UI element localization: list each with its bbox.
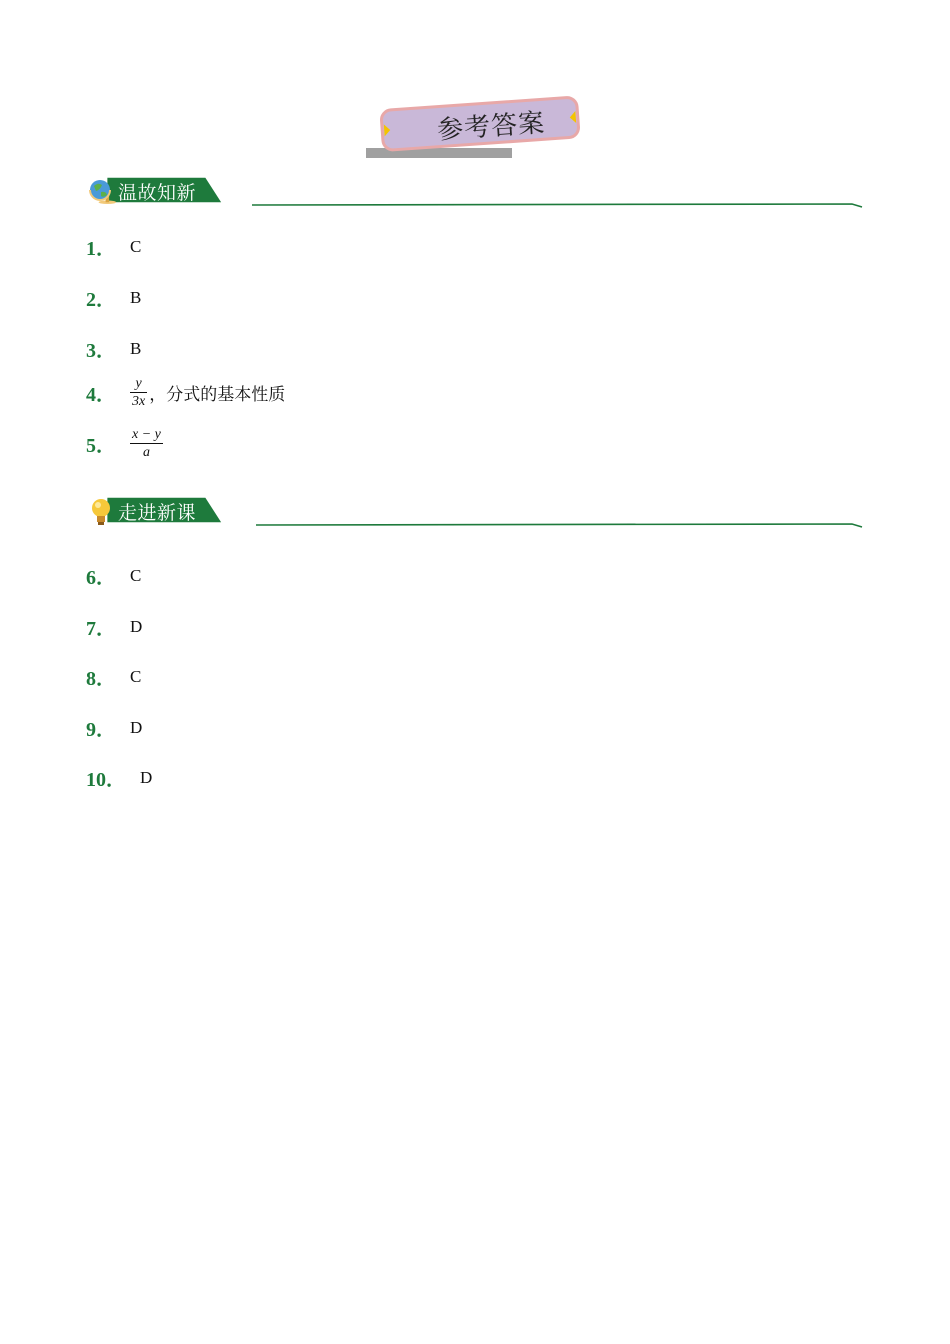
fraction-denominator: 3x	[132, 394, 146, 409]
fraction-numerator: x − y	[132, 427, 161, 442]
fraction-denominator: a	[142, 445, 150, 460]
question-answer: D	[140, 767, 153, 787]
answer-text: ，分式的基本性质	[149, 385, 286, 405]
fraction	[130, 375, 147, 410]
question-10	[86, 763, 152, 792]
question-answer: D	[130, 616, 143, 636]
globe-icon	[86, 176, 114, 208]
section-divider	[252, 514, 864, 528]
question-8	[86, 662, 141, 691]
question-7	[86, 612, 142, 641]
section-label: 走进新课	[118, 502, 197, 524]
section-label: 温故知新	[118, 182, 197, 204]
question-1	[86, 232, 141, 261]
question-number: 5．	[86, 435, 116, 457]
question-6	[86, 561, 141, 590]
question-2	[86, 283, 141, 312]
question-number: 3．	[86, 340, 116, 362]
fraction-numerator: y	[135, 376, 142, 391]
question-number: 2．	[86, 289, 116, 311]
question-answer	[130, 375, 285, 410]
question-answer: B	[130, 287, 142, 307]
title-banner	[366, 96, 586, 160]
page-title: 参考答案	[436, 108, 547, 146]
question-3	[86, 334, 141, 363]
question-number: 7．	[86, 618, 116, 640]
question-answer: C	[130, 565, 142, 585]
question-answer	[130, 426, 163, 461]
lightbulb-icon	[88, 496, 114, 528]
question-number: 8．	[86, 668, 116, 690]
question-number: 6．	[86, 567, 116, 589]
question-9	[86, 713, 142, 742]
question-number: 4．	[86, 384, 116, 406]
question-answer: C	[130, 236, 142, 256]
section-header-review	[86, 176, 866, 212]
question-answer: D	[130, 717, 143, 737]
question-number: 1．	[86, 238, 116, 260]
question-5	[86, 426, 163, 461]
section-header-new-lesson	[86, 496, 866, 532]
question-answer: C	[130, 666, 142, 686]
section-divider	[252, 194, 864, 208]
question-number: 10．	[86, 769, 126, 791]
question-4	[86, 375, 285, 410]
fraction	[130, 426, 163, 461]
question-number: 9．	[86, 719, 116, 741]
question-answer: B	[130, 338, 142, 358]
